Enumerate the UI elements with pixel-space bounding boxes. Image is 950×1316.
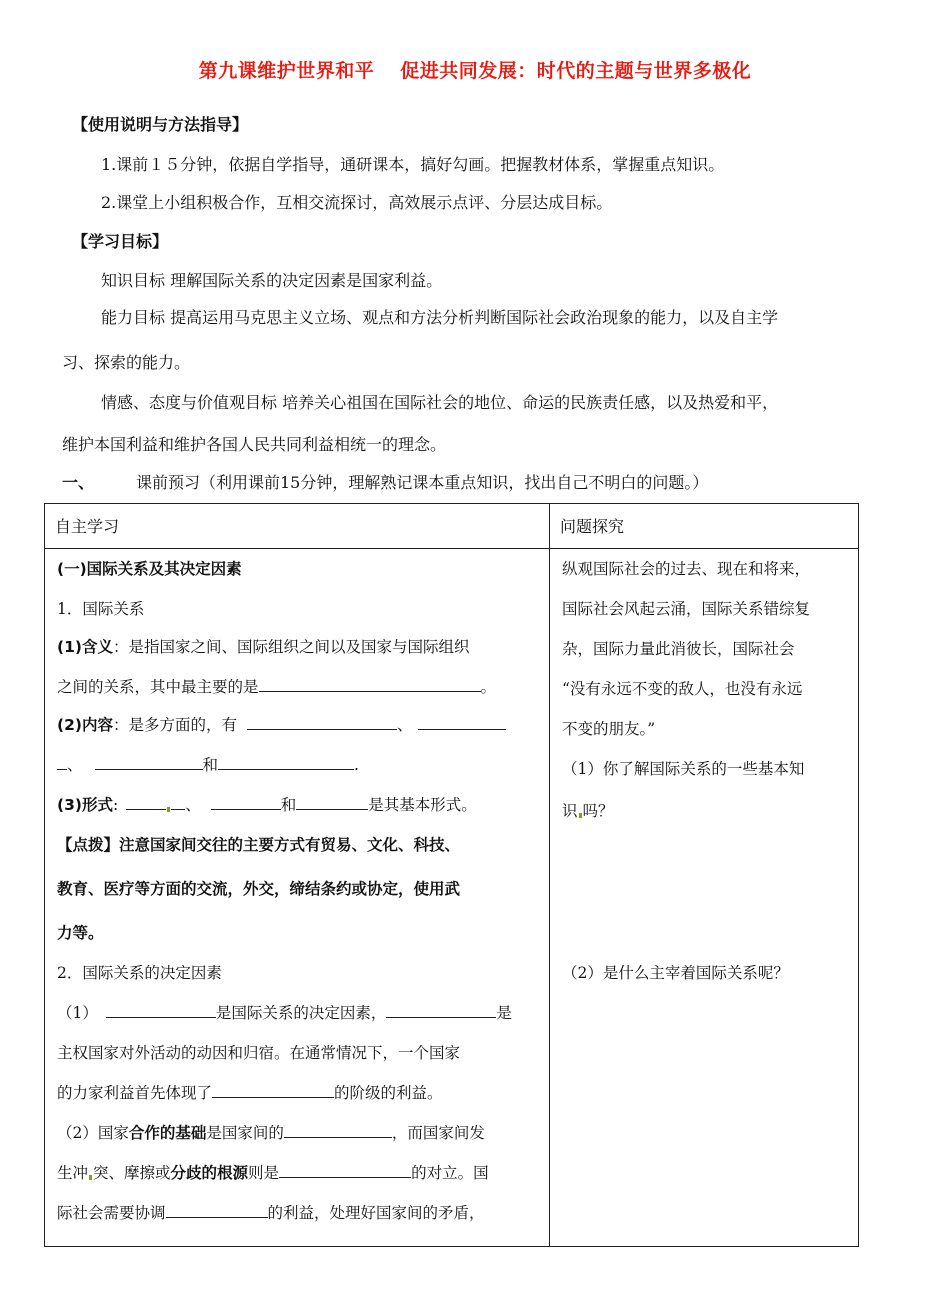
content-line-2: 、 和 . — [57, 753, 359, 775]
inquiry-para-5: 不变的朋友。” — [562, 720, 656, 738]
blank-conflict-root[interactable] — [279, 1163, 411, 1178]
blank-class-interest[interactable] — [212, 1083, 334, 1098]
blank-cooperation-basis[interactable] — [284, 1123, 392, 1138]
goal-ability-line1: 能力目标 提高运用马克思主义立场、观点和方法分析判断国际社会政治现象的能力，以及自主学 — [101, 308, 779, 327]
topic-intl-relations: 1．国际关系 — [57, 600, 145, 618]
usage-item-2: 2.课堂上小组积极合作，互相交流探讨，高效展示点评、分层达成目标。 — [101, 193, 613, 212]
tip-line-3: 力等。 — [57, 924, 104, 942]
inquiry-para-4: “没有永远不变的敌人，也没有永远 — [562, 680, 803, 698]
inquiry-para-2: 国际社会风起云涌，国际关系错综复 — [562, 600, 811, 618]
blank-main-relation[interactable] — [259, 677, 481, 692]
usage-item-1: 1.课前１５分钟，依据自学指导，通研课本，搞好勾画。把握教材体系，掌握重点知识。 — [101, 155, 725, 174]
goal-emotion-line1: 情感、态度与价值观目标 培养关心祖国在国际社会的地位、命运的民族责任感，以及热爱和平， — [101, 393, 779, 412]
content-line: (2)内容：是多方面的，有 、 — [57, 713, 506, 735]
determinant-line-2: 主权国家对外活动的动因和归宿。在通常情况下，一个国家 — [57, 1044, 461, 1062]
page-title — [0, 56, 950, 83]
form-line: (3)形式: 、 和 是其基本形式。 — [57, 796, 477, 814]
self-study-cell — [45, 549, 550, 1247]
blank-form-3[interactable] — [296, 795, 368, 810]
blank-content-2-cont[interactable] — [57, 755, 67, 770]
coordinate-line: 际社会需要协调 的利益，处理好国家间的矛盾， — [57, 1204, 485, 1222]
section-number: 一、 — [62, 473, 95, 492]
goal-knowledge: 知识目标 理解国际关系的决定因素是国家利益。 — [101, 271, 443, 290]
blank-form-2[interactable] — [211, 795, 281, 810]
table-body-row — [45, 549, 859, 1247]
title-part2: 促进共同发展：时代的主题与世界多极化 — [400, 60, 752, 82]
study-table — [44, 503, 859, 1247]
tip-line-2: 教育、医疗等方面的交流，外交，缔结条约或协定，使用武 — [57, 880, 461, 898]
topic-determinant: 2．国际关系的决定因素 — [57, 964, 222, 982]
inquiry-para-3: 杂，国际力量此消彼长，国际社会 — [562, 640, 795, 658]
usage-heading: 【使用说明与方法指导】 — [72, 115, 249, 134]
subsection-title: (一)国际关系及其决定因素 — [57, 560, 242, 578]
goal-emotion-line2: 维护本国利益和维护各国人民共同利益相统一的理念。 — [62, 435, 447, 454]
determinant-line-3: 的力家利益首先体现了 的阶级的利益。 — [57, 1084, 443, 1102]
definition-line: (1)含义：是指国家之间、国际组织之间以及国家与国际组织 — [57, 638, 470, 656]
tip-line-1: 【点拨】注意国家间交往的主要方式有贸易、文化、科技、 — [57, 836, 461, 854]
title-part1: 第九课维护世界和平 — [198, 60, 375, 82]
question-1-line-1: （1）你了解国际关系的一些基本知 — [562, 760, 805, 778]
inquiry-cell — [550, 549, 859, 1247]
question-1-line-2: 识 吗？ — [562, 802, 614, 820]
blank-coordinate[interactable] — [166, 1203, 268, 1218]
conflict-line: 生冲 突、摩擦或分歧的根源则是 的对立。国 — [57, 1164, 489, 1182]
blank-content-2[interactable] — [418, 715, 506, 730]
blank-content-4[interactable] — [218, 755, 354, 770]
blank-determinant-2[interactable] — [386, 1003, 496, 1018]
header-self-study: 自主学习 — [45, 504, 550, 549]
goal-ability-line2: 习、探索的能力。 — [62, 353, 191, 372]
question-2: （2）是什么主宰着国际关系呢？ — [562, 964, 789, 982]
blank-determinant-1[interactable] — [106, 1003, 216, 1018]
section-title: 课前预习（利用课前15分钟，理解熟记课本重点知识，找出自己不明白的问题。） — [136, 473, 709, 492]
goals-heading: 【学习目标】 — [72, 232, 169, 251]
inquiry-para-1: 纵观国际社会的过去、现在和将来， — [562, 560, 811, 578]
definition-line-2: 之间的关系，其中最主要的是 。 — [57, 678, 497, 696]
cooperation-line: （2）国家合作的基础是国家间的 ，而国家间发 — [57, 1124, 485, 1142]
blank-content-1[interactable] — [247, 715, 397, 730]
blank-form-1[interactable] — [126, 795, 166, 810]
header-inquiry: 问题探究 — [550, 504, 859, 549]
determinant-line-1: （1） 是国际关系的决定因素， 是 — [57, 1004, 512, 1022]
table-header-row — [45, 504, 859, 549]
blank-content-3[interactable] — [95, 755, 203, 770]
